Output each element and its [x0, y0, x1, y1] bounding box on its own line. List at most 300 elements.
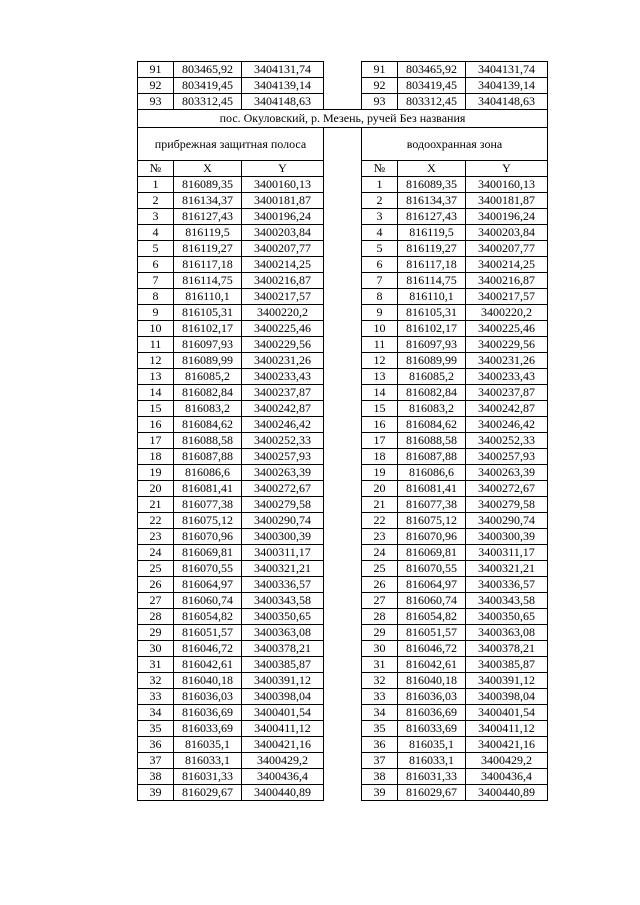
y-coordinate-left: 3400311,17 — [242, 545, 324, 561]
y-coordinate-left: 3404148,63 — [242, 94, 324, 110]
table-row — [138, 689, 548, 705]
x-coordinate-left: 816035,1 — [174, 737, 242, 753]
x-coordinate-right: 816134,37 — [398, 193, 466, 209]
point-number-left: 2 — [138, 193, 174, 209]
table-row — [138, 273, 548, 289]
x-coordinate-right: 803312,45 — [398, 94, 466, 110]
y-coordinate-right: 3400246,42 — [466, 417, 548, 433]
y-coordinate-right: 3404148,63 — [466, 94, 548, 110]
x-coordinate-left: 816042,61 — [174, 657, 242, 673]
point-number-right: 9 — [362, 305, 398, 321]
table-row — [138, 721, 548, 737]
y-coordinate-right: 3400385,87 — [466, 657, 548, 673]
point-number-right: 39 — [362, 785, 398, 801]
x-coordinate-left: 816054,82 — [174, 609, 242, 625]
table-row — [138, 785, 548, 801]
table-row — [138, 305, 548, 321]
column-gap — [324, 273, 362, 289]
point-number-right: 21 — [362, 497, 398, 513]
point-number-left: 17 — [138, 433, 174, 449]
table-row — [138, 465, 548, 481]
y-coordinate-left: 3400225,46 — [242, 321, 324, 337]
x-coordinate-right: 816117,18 — [398, 257, 466, 273]
column-gap — [324, 737, 362, 753]
y-coordinate-right: 3400290,74 — [466, 513, 548, 529]
point-number-left: 22 — [138, 513, 174, 529]
column-gap — [324, 577, 362, 593]
y-coordinate-left: 3400336,57 — [242, 577, 324, 593]
y-coordinate-left: 3400272,67 — [242, 481, 324, 497]
y-coordinate-right: 3400378,21 — [466, 641, 548, 657]
column-gap — [324, 225, 362, 241]
point-number-right: 2 — [362, 193, 398, 209]
table-row — [138, 769, 548, 785]
x-coordinate-right: 816036,03 — [398, 689, 466, 705]
column-gap — [324, 417, 362, 433]
x-coordinate-right: 803465,92 — [398, 62, 466, 78]
point-number-left: 38 — [138, 769, 174, 785]
y-coordinate-right: 3400321,21 — [466, 561, 548, 577]
x-coordinate-right: 816085,2 — [398, 369, 466, 385]
y-coordinate-right: 3400279,58 — [466, 497, 548, 513]
x-coordinate-left: 816077,38 — [174, 497, 242, 513]
point-number-right: 35 — [362, 721, 398, 737]
x-coordinate-left: 816110,1 — [174, 289, 242, 305]
column-gap — [324, 433, 362, 449]
x-coordinate-left: 816033,1 — [174, 753, 242, 769]
table-row — [138, 545, 548, 561]
y-coordinate-left: 3400440,89 — [242, 785, 324, 801]
point-number-left: 93 — [138, 94, 174, 110]
point-number-right: 3 — [362, 209, 398, 225]
point-number-right: 6 — [362, 257, 398, 273]
y-coordinate-right: 3400421,16 — [466, 737, 548, 753]
y-coordinate-right: 3400350,65 — [466, 609, 548, 625]
x-coordinate-left: 816029,67 — [174, 785, 242, 801]
point-number-left: 18 — [138, 449, 174, 465]
x-coordinate-left: 816127,43 — [174, 209, 242, 225]
y-coordinate-left: 3400378,21 — [242, 641, 324, 657]
column-gap — [324, 161, 362, 177]
y-coordinate-left: 3400411,12 — [242, 721, 324, 737]
x-coordinate-right: 816105,31 — [398, 305, 466, 321]
column-gap — [324, 385, 362, 401]
point-number-left: 23 — [138, 529, 174, 545]
column-gap — [324, 177, 362, 193]
section-header — [138, 110, 548, 177]
x-coordinate-left: 816033,69 — [174, 721, 242, 737]
x-coordinate-right: 816051,57 — [398, 625, 466, 641]
y-coordinate-left: 3400321,21 — [242, 561, 324, 577]
point-number-right: 14 — [362, 385, 398, 401]
column-gap — [324, 657, 362, 673]
table-row — [138, 513, 548, 529]
y-coordinate-right: 3400257,93 — [466, 449, 548, 465]
point-number-right: 30 — [362, 641, 398, 657]
x-coordinate-right: 816127,43 — [398, 209, 466, 225]
x-coordinate-left: 816036,03 — [174, 689, 242, 705]
point-number-left: 6 — [138, 257, 174, 273]
column-gap — [324, 545, 362, 561]
x-coordinate-left: 816064,97 — [174, 577, 242, 593]
point-number-right: 7 — [362, 273, 398, 289]
y-coordinate-right: 3400252,33 — [466, 433, 548, 449]
point-number-left: 21 — [138, 497, 174, 513]
y-coordinate-left: 3400217,57 — [242, 289, 324, 305]
point-number-left: 12 — [138, 353, 174, 369]
point-number-right: 26 — [362, 577, 398, 593]
column-gap — [324, 753, 362, 769]
table-row — [138, 209, 548, 225]
table-row — [138, 433, 548, 449]
column-gap — [324, 353, 362, 369]
point-number-right: 28 — [362, 609, 398, 625]
column-gap — [324, 94, 362, 110]
column-gap — [324, 401, 362, 417]
y-coordinate-right: 3400311,17 — [466, 545, 548, 561]
y-coordinate-left: 3400290,74 — [242, 513, 324, 529]
column-gap — [324, 497, 362, 513]
x-coordinate-right: 816114,75 — [398, 273, 466, 289]
x-coordinate-right: 816060,74 — [398, 593, 466, 609]
x-coordinate-left: 816089,35 — [174, 177, 242, 193]
x-coordinate-left: 816036,69 — [174, 705, 242, 721]
point-number-left: 92 — [138, 78, 174, 94]
point-number-left: 33 — [138, 689, 174, 705]
point-number-left: 14 — [138, 385, 174, 401]
x-coordinate-left: 816060,74 — [174, 593, 242, 609]
table-row — [138, 401, 548, 417]
x-coordinate-right: 816086,6 — [398, 465, 466, 481]
point-number-left: 36 — [138, 737, 174, 753]
column-gap — [324, 625, 362, 641]
point-number-left: 20 — [138, 481, 174, 497]
point-number-left: 15 — [138, 401, 174, 417]
table-row — [138, 737, 548, 753]
column-gap — [324, 641, 362, 657]
point-number-right: 8 — [362, 289, 398, 305]
table-row — [138, 609, 548, 625]
column-gap — [324, 561, 362, 577]
table-row — [138, 241, 548, 257]
column-gap — [324, 193, 362, 209]
x-coordinate-right: 816083,2 — [398, 401, 466, 417]
x-coordinate-left: 816117,18 — [174, 257, 242, 273]
left-zone-title: прибрежная защитная полоса — [138, 128, 324, 161]
x-coordinate-right: 816110,1 — [398, 289, 466, 305]
y-coordinate-left: 3400421,16 — [242, 737, 324, 753]
point-number-right: 10 — [362, 321, 398, 337]
point-number-left: 19 — [138, 465, 174, 481]
column-gap — [324, 529, 362, 545]
y-coordinate-right: 3404139,14 — [466, 78, 548, 94]
point-number-left: 4 — [138, 225, 174, 241]
point-number-right: 33 — [362, 689, 398, 705]
x-coordinate-left: 816134,37 — [174, 193, 242, 209]
y-coordinate-left: 3400220,2 — [242, 305, 324, 321]
x-coordinate-left: 816046,72 — [174, 641, 242, 657]
x-coordinate-right: 816097,93 — [398, 337, 466, 353]
point-number-right: 15 — [362, 401, 398, 417]
y-coordinate-right: 3400272,67 — [466, 481, 548, 497]
table-row — [138, 529, 548, 545]
header-y-left: Y — [242, 161, 324, 177]
y-coordinate-left: 3404139,14 — [242, 78, 324, 94]
point-number-left: 25 — [138, 561, 174, 577]
header-number-right: № — [362, 161, 398, 177]
x-coordinate-left: 816085,2 — [174, 369, 242, 385]
point-number-left: 28 — [138, 609, 174, 625]
point-number-right: 92 — [362, 78, 398, 94]
header-number-left: № — [138, 161, 174, 177]
y-coordinate-left: 3400391,12 — [242, 673, 324, 689]
x-coordinate-left: 816082,84 — [174, 385, 242, 401]
table-row — [138, 369, 548, 385]
point-number-right: 22 — [362, 513, 398, 529]
point-number-right: 5 — [362, 241, 398, 257]
point-number-left: 37 — [138, 753, 174, 769]
table-row — [138, 657, 548, 673]
x-coordinate-right: 816031,33 — [398, 769, 466, 785]
column-gap — [324, 481, 362, 497]
x-coordinate-left: 816075,12 — [174, 513, 242, 529]
table-row — [138, 449, 548, 465]
y-coordinate-right: 3400343,58 — [466, 593, 548, 609]
x-coordinate-right: 816088,58 — [398, 433, 466, 449]
column-gap — [324, 305, 362, 321]
y-coordinate-right: 3400231,26 — [466, 353, 548, 369]
point-number-right: 27 — [362, 593, 398, 609]
y-coordinate-right: 3400217,57 — [466, 289, 548, 305]
table-row — [138, 625, 548, 641]
point-number-left: 7 — [138, 273, 174, 289]
column-gap — [324, 465, 362, 481]
column-gap — [324, 769, 362, 785]
point-number-right: 32 — [362, 673, 398, 689]
x-coordinate-right: 816084,62 — [398, 417, 466, 433]
point-number-right: 34 — [362, 705, 398, 721]
x-coordinate-left: 816088,58 — [174, 433, 242, 449]
y-coordinate-left: 3400242,87 — [242, 401, 324, 417]
column-gap — [324, 337, 362, 353]
column-gap — [324, 128, 362, 161]
point-number-left: 13 — [138, 369, 174, 385]
x-coordinate-right: 816102,17 — [398, 321, 466, 337]
y-coordinate-left: 3400196,24 — [242, 209, 324, 225]
point-number-left: 3 — [138, 209, 174, 225]
table-row — [138, 321, 548, 337]
y-coordinate-left: 3400203,84 — [242, 225, 324, 241]
x-coordinate-right: 816064,97 — [398, 577, 466, 593]
point-number-left: 1 — [138, 177, 174, 193]
x-coordinate-right: 816046,72 — [398, 641, 466, 657]
point-number-left: 35 — [138, 721, 174, 737]
y-coordinate-right: 3400207,77 — [466, 241, 548, 257]
point-number-left: 10 — [138, 321, 174, 337]
table-row — [138, 417, 548, 433]
header-y-right: Y — [466, 161, 548, 177]
x-coordinate-right: 816077,38 — [398, 497, 466, 513]
y-coordinate-right: 3400336,57 — [466, 577, 548, 593]
y-coordinate-left: 3404131,74 — [242, 62, 324, 78]
point-number-left: 9 — [138, 305, 174, 321]
x-coordinate-right: 816069,81 — [398, 545, 466, 561]
y-coordinate-right: 3400363,08 — [466, 625, 548, 641]
y-coordinate-right: 3400181,87 — [466, 193, 548, 209]
y-coordinate-right: 3400440,89 — [466, 785, 548, 801]
table-row — [138, 577, 548, 593]
table-row — [138, 353, 548, 369]
point-number-left: 26 — [138, 577, 174, 593]
point-number-right: 24 — [362, 545, 398, 561]
point-number-left: 24 — [138, 545, 174, 561]
y-coordinate-left: 3400436,4 — [242, 769, 324, 785]
y-coordinate-left: 3400252,33 — [242, 433, 324, 449]
point-rows — [138, 177, 548, 801]
y-coordinate-right: 3400160,13 — [466, 177, 548, 193]
y-coordinate-left: 3400429,2 — [242, 753, 324, 769]
point-number-right: 31 — [362, 657, 398, 673]
table-row — [138, 593, 548, 609]
point-number-left: 31 — [138, 657, 174, 673]
continued-rows — [138, 62, 548, 110]
x-coordinate-right: 816035,1 — [398, 737, 466, 753]
y-coordinate-right: 3400220,2 — [466, 305, 548, 321]
y-coordinate-right: 3400242,87 — [466, 401, 548, 417]
column-gap — [324, 689, 362, 705]
table-row — [138, 481, 548, 497]
table-row — [138, 289, 548, 305]
table-row — [138, 78, 548, 94]
y-coordinate-right: 3404131,74 — [466, 62, 548, 78]
y-coordinate-right: 3400214,25 — [466, 257, 548, 273]
column-gap — [324, 78, 362, 94]
x-coordinate-right: 803419,45 — [398, 78, 466, 94]
y-coordinate-left: 3400263,39 — [242, 465, 324, 481]
y-coordinate-right: 3400391,12 — [466, 673, 548, 689]
x-coordinate-right: 816089,99 — [398, 353, 466, 369]
column-gap — [324, 785, 362, 801]
point-number-left: 34 — [138, 705, 174, 721]
table-row — [138, 193, 548, 209]
y-coordinate-right: 3400300,39 — [466, 529, 548, 545]
table-row — [138, 337, 548, 353]
y-coordinate-left: 3400257,93 — [242, 449, 324, 465]
y-coordinate-left: 3400160,13 — [242, 177, 324, 193]
y-coordinate-left: 3400229,56 — [242, 337, 324, 353]
x-coordinate-right: 816070,55 — [398, 561, 466, 577]
x-coordinate-right: 816081,41 — [398, 481, 466, 497]
point-number-right: 36 — [362, 737, 398, 753]
x-coordinate-left: 816084,62 — [174, 417, 242, 433]
x-coordinate-right: 816119,5 — [398, 225, 466, 241]
x-coordinate-left: 803465,92 — [174, 62, 242, 78]
y-coordinate-left: 3400398,04 — [242, 689, 324, 705]
column-gap — [324, 449, 362, 465]
point-number-right: 12 — [362, 353, 398, 369]
point-number-left: 39 — [138, 785, 174, 801]
x-coordinate-left: 816119,5 — [174, 225, 242, 241]
x-coordinate-left: 816069,81 — [174, 545, 242, 561]
x-coordinate-right: 816033,69 — [398, 721, 466, 737]
y-coordinate-left: 3400181,87 — [242, 193, 324, 209]
y-coordinate-right: 3400196,24 — [466, 209, 548, 225]
x-coordinate-right: 816040,18 — [398, 673, 466, 689]
point-number-right: 1 — [362, 177, 398, 193]
y-coordinate-right: 3400237,87 — [466, 385, 548, 401]
column-gap — [324, 673, 362, 689]
table-row — [138, 561, 548, 577]
y-coordinate-left: 3400343,58 — [242, 593, 324, 609]
y-coordinate-left: 3400246,42 — [242, 417, 324, 433]
y-coordinate-right: 3400263,39 — [466, 465, 548, 481]
x-coordinate-right: 816082,84 — [398, 385, 466, 401]
point-number-right: 13 — [362, 369, 398, 385]
point-number-left: 91 — [138, 62, 174, 78]
section-caption: пос. Окуловский, р. Мезень, ручей Без названия — [138, 110, 548, 128]
coordinates-document — [137, 61, 547, 801]
y-coordinate-right: 3400436,4 — [466, 769, 548, 785]
column-gap — [324, 321, 362, 337]
point-number-right: 16 — [362, 417, 398, 433]
y-coordinate-right: 3400429,2 — [466, 753, 548, 769]
y-coordinate-left: 3400401,54 — [242, 705, 324, 721]
y-coordinate-right: 3400411,12 — [466, 721, 548, 737]
point-number-right: 18 — [362, 449, 398, 465]
x-coordinate-left: 816051,57 — [174, 625, 242, 641]
right-zone-title: водоохранная зона — [362, 128, 548, 161]
y-coordinate-left: 3400363,08 — [242, 625, 324, 641]
y-coordinate-left: 3400207,77 — [242, 241, 324, 257]
table-row — [138, 385, 548, 401]
table-row — [138, 94, 548, 110]
column-gap — [324, 593, 362, 609]
table-row — [138, 705, 548, 721]
point-number-left: 30 — [138, 641, 174, 657]
x-coordinate-left: 816102,17 — [174, 321, 242, 337]
column-gap — [324, 257, 362, 273]
y-coordinate-right: 3400401,54 — [466, 705, 548, 721]
y-coordinate-left: 3400231,26 — [242, 353, 324, 369]
point-number-right: 23 — [362, 529, 398, 545]
x-coordinate-left: 816070,55 — [174, 561, 242, 577]
coordinates-table — [137, 61, 548, 801]
point-number-right: 17 — [362, 433, 398, 449]
x-coordinate-left: 816105,31 — [174, 305, 242, 321]
x-coordinate-right: 816042,61 — [398, 657, 466, 673]
x-coordinate-left: 816040,18 — [174, 673, 242, 689]
table-row — [138, 641, 548, 657]
x-coordinate-left: 816119,27 — [174, 241, 242, 257]
x-coordinate-right: 816036,69 — [398, 705, 466, 721]
point-number-right: 38 — [362, 769, 398, 785]
x-coordinate-left: 816081,41 — [174, 481, 242, 497]
point-number-right: 91 — [362, 62, 398, 78]
header-x-right: X — [398, 161, 466, 177]
y-coordinate-left: 3400279,58 — [242, 497, 324, 513]
point-number-right: 25 — [362, 561, 398, 577]
y-coordinate-left: 3400214,25 — [242, 257, 324, 273]
point-number-left: 5 — [138, 241, 174, 257]
y-coordinate-left: 3400300,39 — [242, 529, 324, 545]
x-coordinate-left: 816089,99 — [174, 353, 242, 369]
x-coordinate-left: 803312,45 — [174, 94, 242, 110]
table-row — [138, 753, 548, 769]
y-coordinate-left: 3400233,43 — [242, 369, 324, 385]
point-number-right: 93 — [362, 94, 398, 110]
x-coordinate-left: 816097,93 — [174, 337, 242, 353]
x-coordinate-right: 816033,1 — [398, 753, 466, 769]
